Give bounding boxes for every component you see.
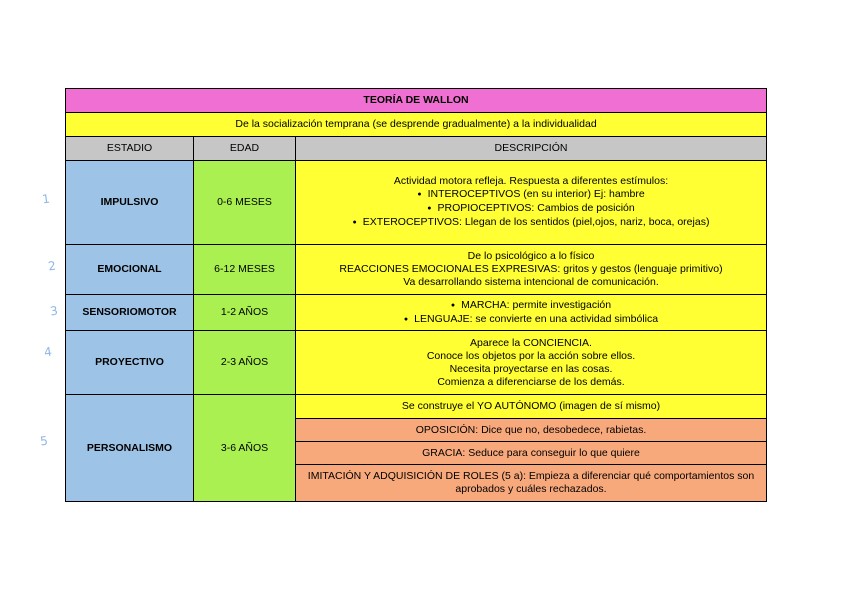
description-cell [296, 245, 767, 295]
description-cell: IMITACIÓN Y ADQUISICIÓN DE ROLES (5 a): Empieza a diferenciar qué comportamientos son aprobados y cuáles rechazados. [296, 465, 767, 502]
table-row [66, 331, 767, 395]
stage-cell: IMPULSIVO [66, 161, 194, 245]
description-cell: GRACIA: Seduce para conseguir lo que quiere [296, 442, 767, 465]
age-cell: 1-2 AÑOS [194, 295, 296, 331]
stage-cell: EMOCIONAL [66, 245, 194, 295]
description-cell: OPOSICIÓN: Dice que no, desobedece, rabietas. [296, 419, 767, 442]
description-line: Comienza a diferenciarse de los demás. [437, 375, 625, 388]
description-cell [296, 161, 767, 245]
description-line: Va desarrollando sistema intencional de comunicación. [403, 276, 659, 288]
header-row [66, 137, 767, 161]
description-bullet: ● LENGUAJE: se convierte en una actividad simbólica [300, 313, 762, 327]
stage-cell: SENSORIOMOTOR [66, 295, 194, 331]
description-bullet: ● MARCHA: permite investigación [300, 299, 762, 313]
age-cell: 3-6 AÑOS [194, 395, 296, 502]
description-line: Aparece la CONCIENCIA. [470, 336, 592, 349]
table-row [66, 245, 767, 295]
header-description: DESCRIPCIÓN [296, 137, 767, 161]
wallon-theory-table [65, 88, 767, 502]
header-stage: ESTADIO [66, 137, 194, 161]
margin-number-2: 2 [47, 258, 57, 274]
description-cell [296, 331, 767, 395]
stage-cell: PROYECTIVO [66, 331, 194, 395]
description-cell [296, 295, 767, 331]
description-line: Necesita proyectarse en las cosas. [449, 362, 613, 375]
description-bullet: ● INTEROCEPTIVOS (en su interior) Ej: hambre [300, 188, 762, 202]
subtitle-row [66, 113, 767, 137]
table-title: TEORÍA DE WALLON [66, 89, 767, 113]
description-line: REACCIONES EMOCIONALES EXPRESIVAS: gritos y gestos (lenguaje primitivo) [339, 263, 723, 275]
description-line: Actividad motora refleja. Respuesta a diferentes estímulos: [393, 175, 669, 187]
age-cell: 2-3 AÑOS [194, 331, 296, 395]
margin-number-5: 5 [39, 433, 49, 449]
table-row [66, 395, 767, 419]
description-line: Conoce los objetos por la acción sobre ellos. [426, 349, 636, 362]
description-line: De lo psicológico a lo físico [467, 250, 595, 262]
age-cell: 6-12 MESES [194, 245, 296, 295]
table-subtitle: De la socialización temprana (se desprende gradualmente) a la individualidad [66, 113, 767, 137]
stage-cell: PERSONALISMO [66, 395, 194, 502]
title-row [66, 89, 767, 113]
margin-number-1: 1 [41, 191, 51, 207]
header-age: EDAD [194, 137, 296, 161]
description-cell: Se construye el YO AUTÓNOMO (imagen de sí mismo) [296, 395, 767, 419]
description-bullet: ● EXTEROCEPTIVOS: Llegan de los sentidos (piel,ojos, nariz, boca, orejas) [300, 216, 762, 230]
margin-number-4: 4 [43, 344, 53, 360]
table-row [66, 161, 767, 245]
description-bullet: ● PROPIOCEPTIVOS: Cambios de posición [300, 202, 762, 216]
table-row [66, 295, 767, 331]
margin-number-3: 3 [49, 303, 59, 319]
age-cell: 0-6 MESES [194, 161, 296, 245]
